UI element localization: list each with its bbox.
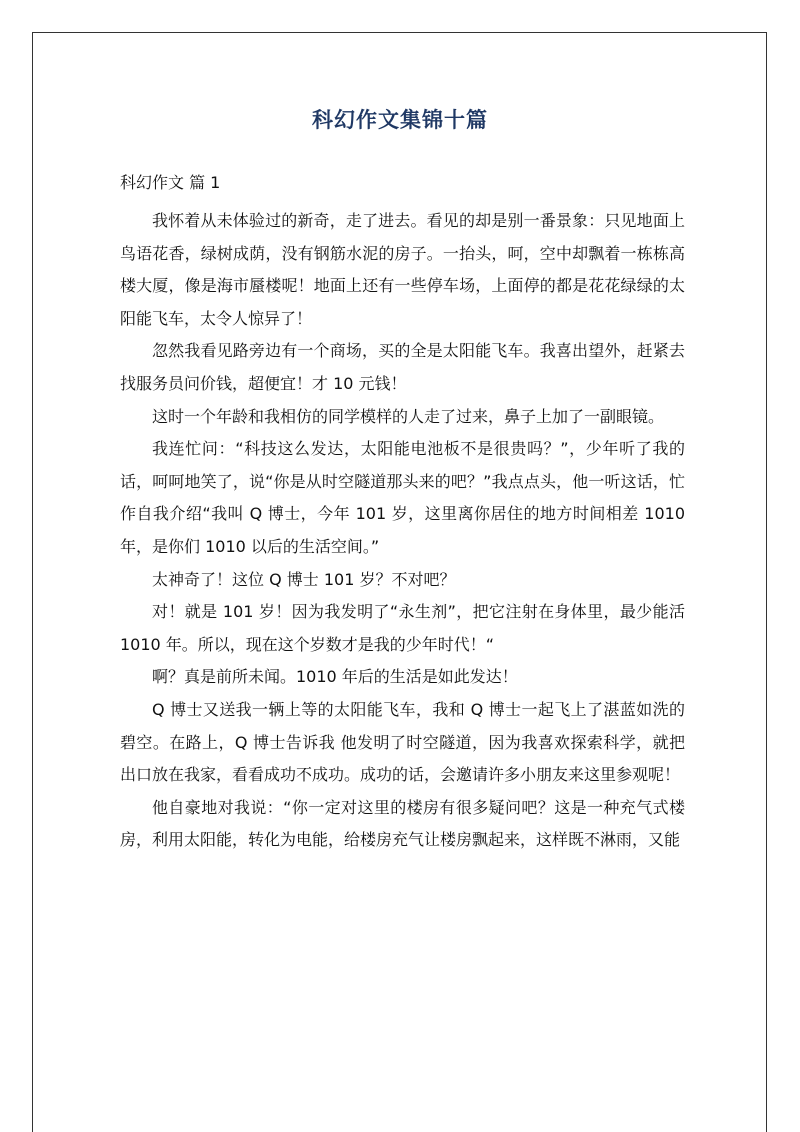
paragraph: 他自豪地对我说：“你一定对这里的楼房有很多疑问吧？这是一种充气式楼房，利用太阳能，转化为电能，给楼房充气让楼房飘起来，这样既不淋雨，又能 [120,797,685,850]
paragraph: 啊？真是前所未闻。1010 年后的生活是如此发达！ [152,667,518,687]
paragraph: 我连忙问：“科技这么发达，太阳能电池板不是很贵吗？”，少年听了我的话，呵呵地笑了，说“你是从时空隧道那头来的吧？”我点点头，他一听这话，忙作自我介绍“我叫 Q 博士，今年 101 岁，这里离你居住的地方时间相差 1010 年，是你们 1010 以后的生活空间。” [120,439,685,556]
paragraph: 太神奇了！这位 Q 博士 101 岁？不对吧？ [152,569,456,589]
document-body [120,205,685,857]
paragraph: 这时一个年龄和我相仿的同学模样的人走了过来，鼻子上加了一副眼镜。 [152,406,665,426]
paragraph: 我怀着从未体验过的新奇，走了进去。看见的却是别一番景象：只见地面上鸟语花香，绿树成荫，没有钢筋水泥的房子。一抬头，呵，空中却飘着一栋栋高楼大厦，像是海市蜃楼呢！地面上还有一些停车场，上面停的都是花花绿绿的太阳能飞车，太令人惊异了！ [120,211,685,328]
paragraph: 对！就是 101 岁！因为我发明了“永生剂”，把它注射在身体里，最少能活 1010 年。所以，现在这个岁数才是我的少年时代！“ [120,602,685,654]
section-heading: 科幻作文 篇 1 [120,173,221,192]
document-title: 科幻作文集锦十篇 [312,108,488,132]
paragraph: Q 博士又送我一辆上等的太阳能飞车，我和 Q 博士一起飞上了湛蓝如洗的碧空。在路上，Q 博士告诉我 他发明了时空隧道，因为我喜欢探索科学，就把出口放在我家，看看成功不成功。成功的话，会邀请许多小朋友来这里参观呢！ [120,699,685,785]
paragraph: 忽然我看见路旁边有一个商场，买的全是太阳能飞车。我喜出望外，赶紧去找服务员问价钱，超便宜！才 10 元钱！ [120,341,685,393]
